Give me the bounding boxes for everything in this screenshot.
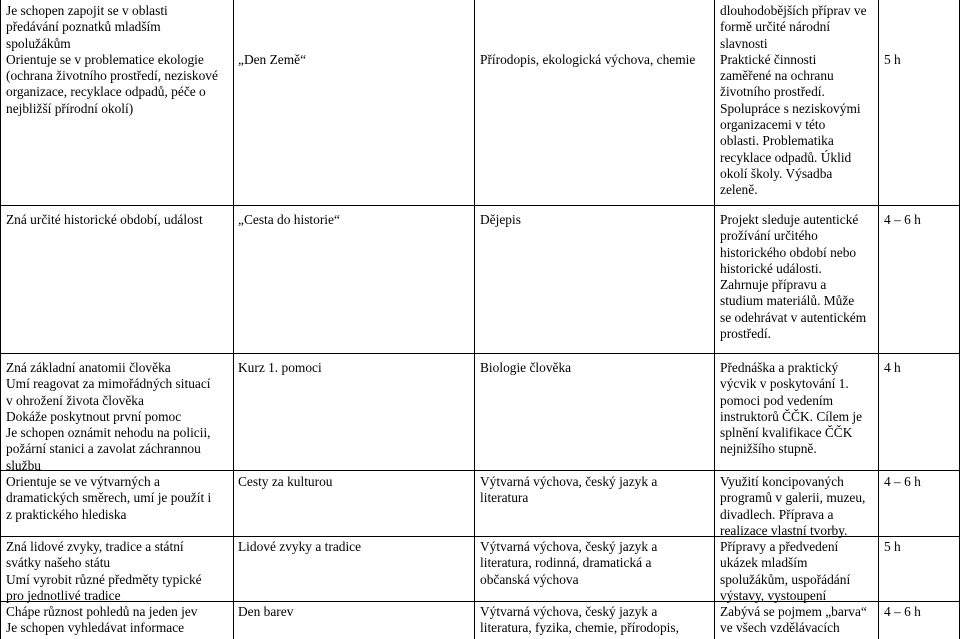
project-name-cell: [238, 52, 468, 68]
description-line: formě určité národní: [720, 19, 831, 35]
project-name: „Den Země“: [238, 52, 307, 67]
competency-line: Zná základní anatomii člověka: [6, 360, 171, 375]
subject-line: Výtvarná výchova, český jazyk a: [480, 604, 658, 619]
description-line: výcvik v poskytování 1.: [720, 376, 849, 392]
table-border-left: [0, 0, 1, 639]
description-line: spolužákům, uspořádání: [720, 571, 851, 587]
subject-line: literatura, rodinná, dramatická a: [480, 555, 652, 571]
description-line: prožívání určitého: [720, 228, 818, 244]
competency-line: dramatických směrech, umí je použít i: [6, 490, 212, 506]
project-name: Lidové zvyky a tradice: [238, 539, 362, 554]
description-line: recyklace odpadů. Úklid: [720, 149, 852, 165]
competency-line: nejbližší přírodní okolí): [6, 100, 134, 116]
description-line: historického období nebo: [720, 244, 857, 260]
project-name: Kurz 1. pomoci: [238, 360, 322, 375]
competency-line: Orientuje se v problematice ekologie: [6, 51, 204, 67]
competency-line: Je schopen zapojit se v oblasti: [6, 3, 168, 18]
subject-line: Výtvarná výchova, český jazyk a: [480, 539, 658, 554]
subject-line: literatura: [480, 490, 529, 506]
competency-line: službu: [6, 457, 41, 473]
competency-line: požární stanici a zavolat záchrannou: [6, 441, 201, 457]
description-line: realizace vlastní tvorby.: [720, 522, 848, 538]
competency-line: Je schopen oznámit nehodu na policii,: [6, 425, 211, 441]
hours-value: 4 – 6 h: [884, 212, 921, 227]
row-divider-2: [0, 353, 960, 354]
hours-cell: [884, 360, 954, 376]
competency-line: Dokáže poskytnout první pomoc: [6, 408, 182, 424]
competency-line: organizace, recyklace odpadů, péče o: [6, 84, 206, 100]
competency-line: Umí reagovat za mimořádných situací: [6, 376, 211, 392]
hours-value: 4 – 6 h: [884, 604, 921, 619]
competency-line: Je schopen vyhledávat informace: [6, 620, 185, 636]
description-line: zeleně.: [720, 182, 758, 198]
subject-line: literatura, fyzika, chemie, přírodopis,: [480, 620, 679, 636]
description-line: divadlech. Příprava a: [720, 506, 834, 522]
competency-line: v ohrožení života člověka: [6, 392, 144, 408]
competency-line: pro jednotlivé tradice: [6, 587, 121, 603]
project-name: Cesty za kulturou: [238, 474, 333, 489]
subjects-cell: [480, 360, 710, 376]
hours-cell: [884, 474, 954, 490]
hours-cell: [884, 212, 954, 228]
row-divider-1: [0, 205, 960, 206]
description-line: nejnižšího stupně.: [720, 441, 817, 457]
description-line: programů v galerii, muzeu,: [720, 490, 866, 506]
description-line: zaměřené na ochranu: [720, 68, 834, 84]
project-name-cell: [238, 360, 468, 376]
description-cell: [720, 360, 875, 458]
competency-line: svátky našeho státu: [6, 555, 111, 571]
description-line: Zahrnuje přípravu a: [720, 277, 827, 293]
description-line: okolí školy. Výsadba: [720, 165, 833, 181]
description-cell: [720, 212, 875, 342]
description-line: slavnosti: [720, 35, 768, 51]
competency-line: Zná určité historické období, událost: [6, 212, 203, 227]
description-line: Spolupráce s neziskovými: [720, 100, 861, 116]
description-line: se odehrávat v autentickém: [720, 309, 867, 325]
subjects-cell: [480, 212, 710, 228]
competency-line: Chápe různost pohledů na jeden jev: [6, 604, 198, 619]
description-line: Přípravy a předvedení: [720, 539, 839, 554]
subjects-cell: [480, 539, 710, 588]
subject-line: Výtvarná výchova, český jazyk a: [480, 474, 658, 489]
description-line: dlouhodobějších příprav ve: [720, 3, 867, 18]
description-line: splnění kvalifikace ČČK: [720, 425, 853, 441]
competency-line: Zná lidové zvyky, tradice a státní: [6, 539, 184, 554]
hours-cell: [884, 52, 954, 68]
description-cell: [720, 3, 875, 199]
description-line: ukázek mladším: [720, 555, 808, 571]
description-line: oblasti. Problematika: [720, 133, 834, 149]
description-line: organizacemi v této: [720, 117, 826, 133]
competencies-cell: [6, 212, 230, 228]
description-cell: [720, 474, 875, 539]
project-name: Den barev: [238, 604, 294, 619]
hours-cell: [884, 539, 954, 555]
column-divider-2: [474, 0, 475, 639]
column-divider-4: [878, 0, 879, 639]
description-line: pomoci pod vedením: [720, 392, 834, 408]
description-line: výstavy, vystoupení: [720, 587, 827, 603]
description-line: životního prostředí.: [720, 84, 825, 100]
subject-line: Dějepis: [480, 212, 521, 227]
project-name: „Cesta do historie“: [238, 212, 340, 227]
hours-value: 4 – 6 h: [884, 474, 921, 489]
project-name-cell: [238, 474, 468, 490]
competencies-cell: [6, 360, 230, 474]
competency-line: (ochrana životního prostředí, neziskové: [6, 68, 218, 84]
competency-line: předávání poznatků mladším: [6, 19, 161, 35]
hours-value: 5 h: [884, 539, 901, 554]
subjects-cell: [480, 474, 710, 507]
subjects-cell: [480, 52, 710, 68]
subjects-cell: [480, 604, 710, 637]
description-line: Přednáška a praktický: [720, 360, 839, 375]
hours-value: 4 h: [884, 360, 901, 375]
description-line: instruktorů ČČK. Cílem je: [720, 408, 863, 424]
description-line: Praktické činnosti: [720, 51, 817, 67]
competencies-cell: [6, 474, 230, 523]
subject-line: Přírodopis, ekologická výchova, chemie: [480, 52, 696, 67]
hours-cell: [884, 604, 954, 620]
competency-line: Umí vyrobit různé předměty typické: [6, 571, 202, 587]
subject-line: občanská výchova: [480, 571, 579, 587]
description-line: Projekt sleduje autentické: [720, 212, 859, 227]
description-line: studium materiálů. Může: [720, 293, 855, 309]
competencies-cell: [6, 3, 230, 117]
project-name-cell: [238, 604, 468, 620]
project-name-cell: [238, 212, 468, 228]
hours-value: 5 h: [884, 52, 901, 67]
description-line: ve všech vzdělávacích: [720, 620, 840, 636]
description-line: Využití koncipovaných: [720, 474, 844, 489]
description-line: historické události.: [720, 260, 822, 276]
description-line: prostředí.: [720, 326, 771, 342]
description-cell: [720, 604, 875, 637]
competency-line: Orientuje se ve výtvarných a: [6, 474, 160, 489]
description-cell: [720, 539, 875, 604]
competency-line: spolužákům: [6, 35, 71, 51]
competencies-cell: [6, 604, 230, 637]
column-divider-1: [233, 0, 234, 639]
project-name-cell: [238, 539, 468, 555]
competencies-cell: [6, 539, 230, 604]
description-line: Zabývá se pojmem „barva“: [720, 604, 867, 619]
subject-line: Biologie člověka: [480, 360, 572, 375]
column-divider-3: [714, 0, 715, 639]
competency-line: z praktického hlediska: [6, 506, 127, 522]
